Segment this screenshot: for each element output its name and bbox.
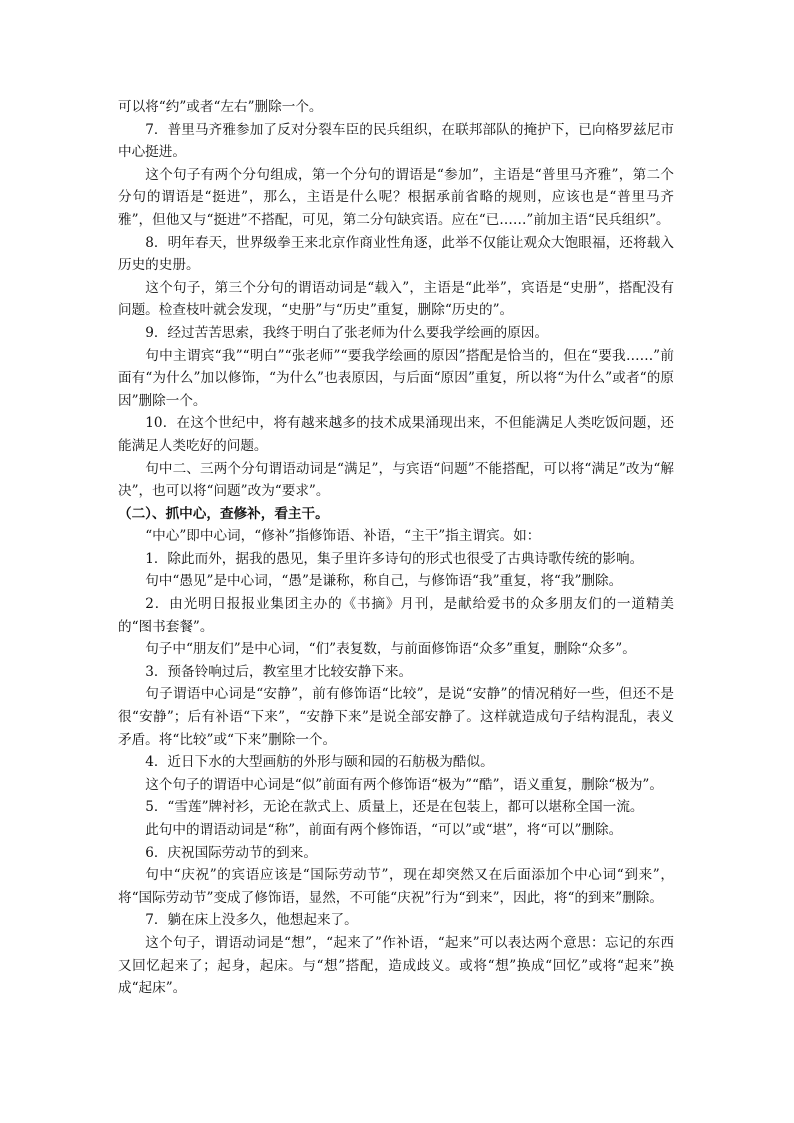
paragraph: 可以将“约”或者“左右”删除一个。	[118, 99, 323, 115]
paragraph: 8．明年春天，世界级拳王来北京作商业性角逐，此举不仅能让观众大饱眼福，还将载入历史的史册。	[118, 234, 674, 274]
paragraph: 2．由光明日报报业集团主办的《书摘》月刊，是献给爱书的众多朋友们的一道精美的“图书套餐”。	[118, 596, 674, 635]
paragraph: 7．躺在床上没多久，他想起来了。	[145, 912, 358, 929]
paragraph: 句子谓语中心词是“安静”，前有修饰语“比较”，是说“安静”的情况稍好一些，但还不是很“安静”；后有补语“下来”，“安静下来”是说全部安静了。这样就造成句子结构混乱，表义矛盾。将“比较”或“下来”删除一个。	[118, 686, 674, 748]
paragraph: 这个句子的谓语中心词是“似”前面有两个修饰语“极为”“酷”，语义重复，删除“极为”。	[145, 776, 663, 793]
paragraph: 句中“庆祝”的宾语应该是“国际劳动节”，现在却突然又在后面添加个中心词“到来”，将“国际劳动节”变成了修饰语，显然，不可能“庆祝”行为“到来”，因此，将“的到来”删除。	[118, 867, 674, 906]
paragraph: 句中二、三两个分句谓语动词是“满足”，与宾语“问题”不能搭配，可以将“满足”改为“解决”，也可以将“问题”改为“要求”。	[118, 460, 674, 500]
paragraph: 这个句子，谓语动词是“想”，“起来了”作补语，“起来”可以表达两个意思：忘记的东西又回忆起来了；起身，起床。与“想”搭配，造成歧义。或将“想”换成“回忆”或将“起来”换成“起床”。	[118, 934, 674, 997]
paragraph: 这个句子有两个分句组成，第一个分句的谓语是“参加”，主语是“普里马齐雅”，第二个分句的谓语是“挺进”，那么，主语是什么呢？根据承前省略的规则，应该也是“普里马齐雅”，但他又与“挺进”不搭配，可见，第二分句缺宾语。应在“已……”前加主语“民兵组织”。	[118, 166, 674, 228]
paragraph: 5．“雪莲”牌衬衫，无论在款式上、质量上，还是在包装上，都可以堪称全国一流。	[145, 799, 644, 816]
paragraph: 此句中的谓语动词是“称”，前面有两个修饰语，“可以”或“堪”，将“可以”删除。	[145, 822, 623, 838]
paragraph: 这个句子，第三个分句的谓语动词是“载入”，主语是“此举”，宾语是“史册”，搭配没有问题。检查枝叶就会发现，“史册”与“历史”重复，删除“历史的”。	[118, 279, 674, 319]
section-heading: （二）、抓中心，查修补，看主干。	[118, 505, 329, 522]
paragraph: 6．庆祝国际劳动节的到来。	[145, 844, 317, 861]
paragraph: 7．普里马齐雅参加了反对分裂车臣的民兵组织，在联邦部队的掩护下，已向格罗兹尼市中心挺进。	[118, 121, 674, 161]
paragraph: 1．除此而外，据我的愚见，集子里许多诗句的形式也很受了古典诗歌传统的影响。	[145, 550, 644, 567]
paragraph: “中心”即中心词，“修补”指修饰语、补语，“主干”指主谓宾。如：	[145, 528, 541, 545]
paragraph: 句中主谓宾“我”“明白”“张老师”“要我学绘画的原因”搭配是恰当的，但在“要我……”前面有“为什么”加以修饰，“为什么”也表原因，与后面“原因”重复，所以将“为什么”或者“的原因”删除一个。	[118, 347, 674, 409]
paragraph: 9．经过苦苦思索，我终于明白了张老师为什么要我学绘画的原因。	[145, 324, 549, 341]
paragraph: 10．在这个世纪中，将有越来越多的技术成果涌现出来，不但能满足人类吃饭问题，还能满足人类吃好的问题。	[118, 415, 674, 454]
paragraph: 句中“愚见”是中心词，“愚”是谦称，称自己，与修饰语“我”重复，将“我”删除。	[145, 573, 623, 590]
paragraph: 4．近日下水的大型画舫的外形与颐和园的石舫极为酷似。	[145, 754, 494, 771]
paragraph: 3．预备铃响过后，教室里才比较安静下来。	[145, 663, 413, 680]
paragraph: 句子中“朋友们”是中心词，“们”表复数，与前面修饰语“众多”重复，删除“众多”。	[145, 641, 636, 658]
document-body	[118, 96, 674, 1000]
